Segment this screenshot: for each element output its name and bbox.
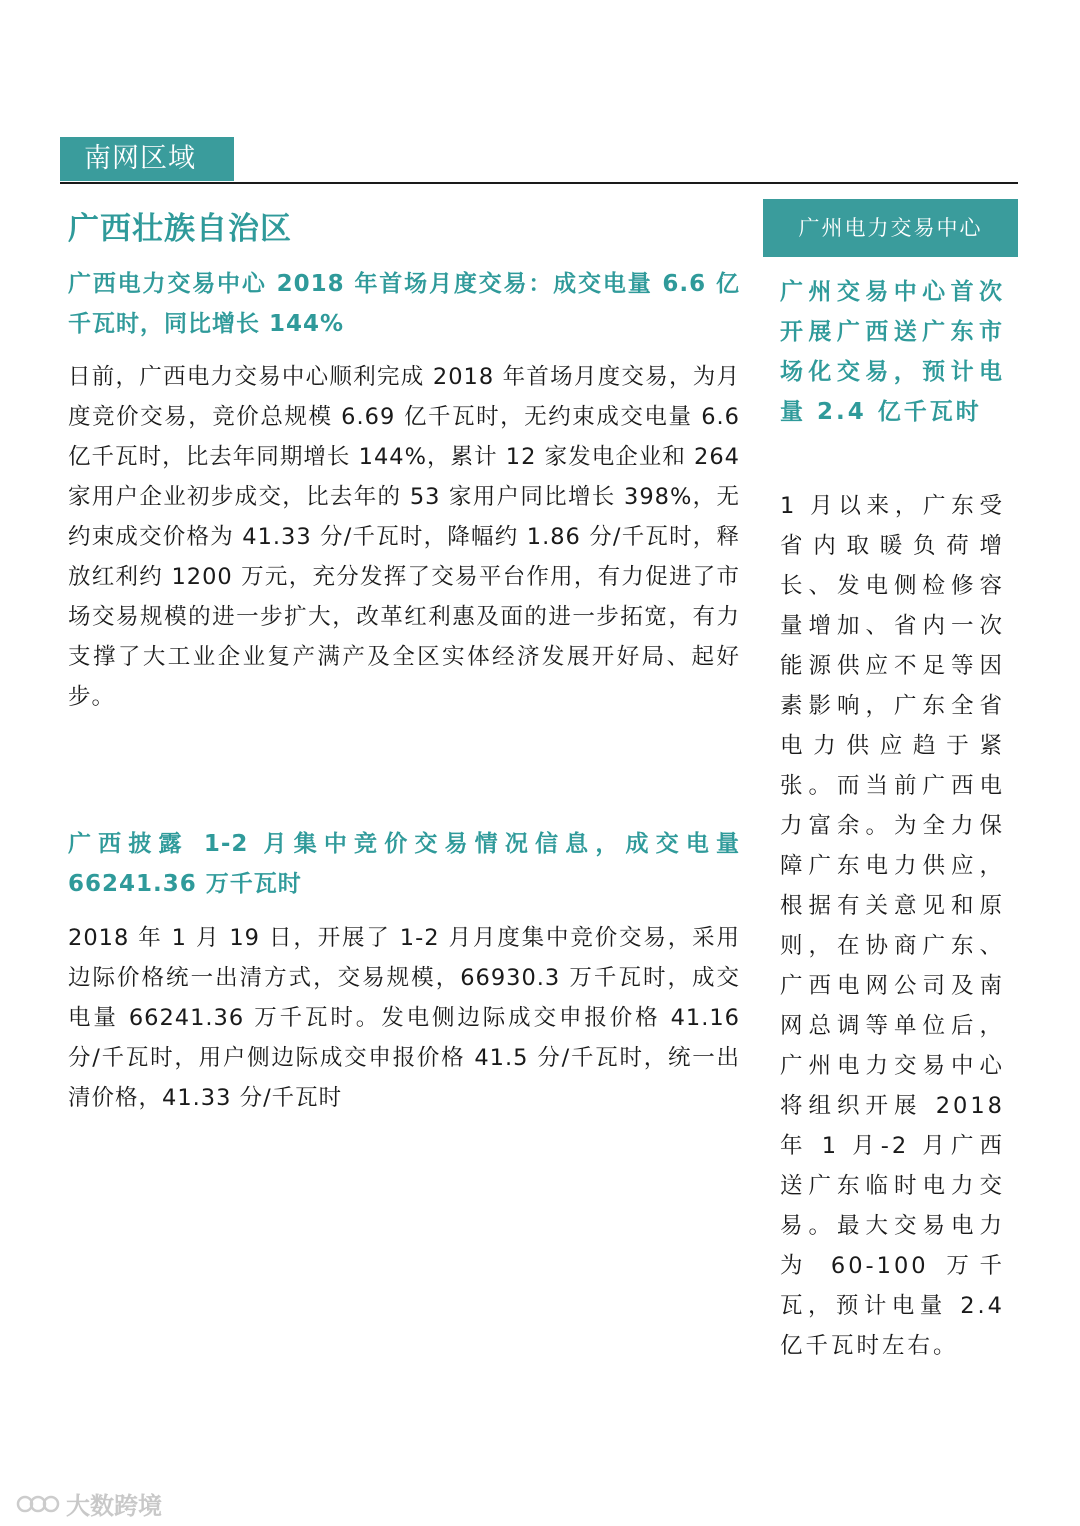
article-heading: 广西披露 1-2 月集中竞价交易情况信息，成交电量 66241.36 万千瓦时 xyxy=(68,831,740,897)
sidebar-tab: 广州电力交易中心 xyxy=(763,199,1018,257)
article-body: 2018 年 1 月 19 日，开展了 1-2 月月度集中竞价交易，采用边际价格统一出清方式，交易规模，66930.3 万千瓦时，成交电量 66241.36 万千瓦时。发电侧边际成交申报价格 41.16 分/千瓦时，用户侧边际成交申报价格 41.5 分/千瓦时，统一出清价格，41.33 分/千瓦时 xyxy=(68,925,740,1111)
section-divider xyxy=(60,182,1018,184)
watermark-logo-icon xyxy=(16,1488,60,1518)
region-title: 广西壮族自治区 xyxy=(68,211,292,247)
article-heading: 广西电力交易中心 2018 年首场月度交易：成交电量 6.6 亿千瓦时，同比增长 144% xyxy=(68,271,740,337)
article-body: 日前，广西电力交易中心顺利完成 2018 年首场月度交易，为月度竞价交易，竞价总规模 6.69 亿千瓦时，无约束成交电量 6.6 亿千瓦时，比去年同期增长 144%，累计 12 家发电企业和 264 家用户企业初步成交，比去年的 53 家用户同比增长 398%，无约束成交价格为 41.33 分/千瓦时，降幅约 1.86 分/千瓦时，释放红利约 1200 万元，充分发挥了交易平台作用，有力促进了市场交易规模的进一步扩大，改革红利惠及面的进一步拓宽，有力支撑了大工业企业复产满产及全区实体经济发展开好局、起好步。 xyxy=(68,364,740,710)
sidebar-heading: 广州交易中心首次开展广西送广东市场化交易，预计电量 2.4 亿千瓦时 xyxy=(780,279,1005,425)
watermark xyxy=(16,1486,162,1520)
sidebar-body: 1 月以来，广东受省内取暖负荷增长、发电侧检修容量增加、省内一次能源供应不足等因素影响，广东全省电力供应趋于紧张。而当前广西电力富余。为全力保障广东电力供应，根据有关意见和原则，在协商广东、广西电网公司及南网总调等单位后，广州电力交易中心将组织开展 2018 年 1 月-2 月广西送广东临时电力交易。最大交易电力为 60-100 万千瓦，预计电量 2.4 亿千瓦时左右。 xyxy=(780,493,1005,1359)
watermark-text: 大数跨境 xyxy=(66,1491,162,1520)
section-tab: 南网区域 xyxy=(60,137,234,181)
